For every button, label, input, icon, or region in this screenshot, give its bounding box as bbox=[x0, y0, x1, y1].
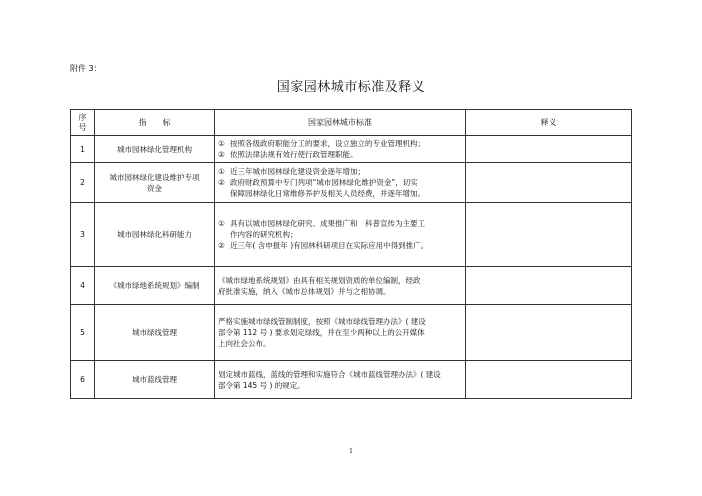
standard-line: 部令第 145 号 ) 的规定。 bbox=[218, 380, 305, 390]
table-row bbox=[71, 203, 632, 267]
standard-item bbox=[218, 218, 462, 240]
standard-line: 部令第 112 号 ) 要求划定绿线，并在至少两种以上的公开媒体 bbox=[218, 328, 425, 337]
row-explanation bbox=[466, 136, 632, 163]
table-row bbox=[71, 136, 632, 163]
standard-item-line: 近三年城市园林绿化建设资金逐年增加； bbox=[230, 167, 365, 176]
standard-item-line: 近三年( 含申报年 )有园林科研项目在实际应用中得到推广。 bbox=[230, 241, 429, 250]
indicator-line: 城市绿线管理 bbox=[132, 328, 177, 337]
standard-item-line: 按照各级政府职能分工的要求，设立独立的专业管理机构； bbox=[230, 139, 425, 148]
table-body bbox=[71, 136, 632, 399]
standard-item-line: 作内容的研究机构； bbox=[230, 230, 298, 239]
row-seq: 3 bbox=[71, 203, 95, 267]
row-seq: 1 bbox=[71, 136, 95, 163]
row-explanation bbox=[466, 267, 632, 305]
standard-item-text bbox=[230, 149, 462, 160]
document-title: 国家园林城市标准及释义 bbox=[276, 80, 426, 95]
row-seq: 4 bbox=[71, 267, 95, 305]
standard-item-line: 具有以城市园林绿化研究、成果推广和 科普宣传为主要工 bbox=[230, 219, 425, 228]
header-seq bbox=[71, 110, 95, 136]
page-number: 1 bbox=[349, 448, 353, 455]
standard-item-line: 保障园林绿化日常维修养护及相关人员经费，并逐年增加。 bbox=[230, 189, 425, 198]
standard-line: 《城市绿地系统规划》由具有相关规划资质的单位编制，经政 bbox=[218, 275, 421, 285]
standard-item-number: ② bbox=[218, 150, 225, 159]
standard-item-text bbox=[230, 177, 462, 199]
indicator-line: 资金 bbox=[147, 183, 162, 193]
row-indicator bbox=[95, 361, 215, 399]
table-row bbox=[71, 267, 632, 305]
row-indicator bbox=[95, 267, 215, 305]
indicator-line: 城市园林绿化建设维护专项 bbox=[109, 172, 200, 182]
standard-line: 府批准实施，纳入《城市总体规划》并与之相协调。 bbox=[218, 286, 391, 296]
table-row bbox=[71, 305, 632, 361]
row-standard bbox=[215, 267, 466, 305]
standard-item bbox=[218, 138, 462, 149]
standard-item-line: 政府财政预算中专门列项“城市园林绿化维护资金”，切实 bbox=[230, 178, 418, 187]
row-indicator bbox=[95, 305, 215, 361]
standard-line: 上向社会公布。 bbox=[218, 339, 271, 348]
row-standard bbox=[215, 203, 466, 267]
standard-item bbox=[218, 166, 462, 177]
standard-item bbox=[218, 240, 462, 251]
header-indicator: 指 标 bbox=[95, 110, 215, 136]
row-seq: 2 bbox=[71, 163, 95, 203]
standard-item-number: ① bbox=[218, 219, 225, 228]
standard-item-number: ② bbox=[218, 178, 225, 187]
row-explanation bbox=[466, 361, 632, 399]
row-standard bbox=[215, 361, 466, 399]
row-indicator bbox=[95, 163, 215, 203]
table-header-row bbox=[71, 110, 632, 136]
standard-item-number: ② bbox=[218, 241, 225, 250]
standard-item-text bbox=[230, 240, 462, 251]
standard-item-number: ① bbox=[218, 167, 225, 176]
row-standard bbox=[215, 163, 466, 203]
standard-item-line: 依照法律法规有效行使行政管理职能。 bbox=[230, 150, 358, 159]
standard-item bbox=[218, 177, 462, 199]
attachment-label: 附件 3： bbox=[70, 64, 102, 73]
standard-item-number: ① bbox=[218, 139, 225, 148]
row-seq: 5 bbox=[71, 305, 95, 361]
row-seq: 6 bbox=[71, 361, 95, 399]
indicator-line: 城市蓝线管理 bbox=[132, 375, 177, 384]
table-row bbox=[71, 361, 632, 399]
indicator-line: 城市园林绿化科研能力 bbox=[117, 230, 192, 239]
standard-line: 严格实施城市绿线管制制度，按照《城市绿线管理办法》( 建设 bbox=[218, 317, 426, 326]
row-explanation bbox=[466, 203, 632, 267]
standard-item bbox=[218, 149, 462, 160]
row-standard bbox=[215, 136, 466, 163]
row-indicator bbox=[95, 136, 215, 163]
standard-item-text bbox=[230, 218, 462, 240]
header-seq-top: 序 bbox=[78, 112, 87, 122]
standards-table bbox=[70, 109, 632, 399]
header-explanation: 释义 bbox=[466, 110, 632, 136]
standard-item-text bbox=[230, 166, 462, 177]
header-seq-bottom: 号 bbox=[78, 122, 87, 132]
standard-item-text bbox=[230, 138, 462, 149]
indicator-line: 《城市绿地系统规划》编制 bbox=[109, 281, 200, 290]
indicator-line: 城市园林绿化管理机构 bbox=[117, 144, 192, 154]
table-row bbox=[71, 163, 632, 203]
row-standard bbox=[215, 305, 466, 361]
header-standard: 国家园林城市标准 bbox=[215, 110, 466, 136]
standard-line: 划定城市蓝线，蓝线的管理和实施符合《城市蓝线管理办法》( 建设 bbox=[218, 369, 441, 379]
row-explanation bbox=[466, 163, 632, 203]
row-explanation bbox=[466, 305, 632, 361]
row-indicator bbox=[95, 203, 215, 267]
